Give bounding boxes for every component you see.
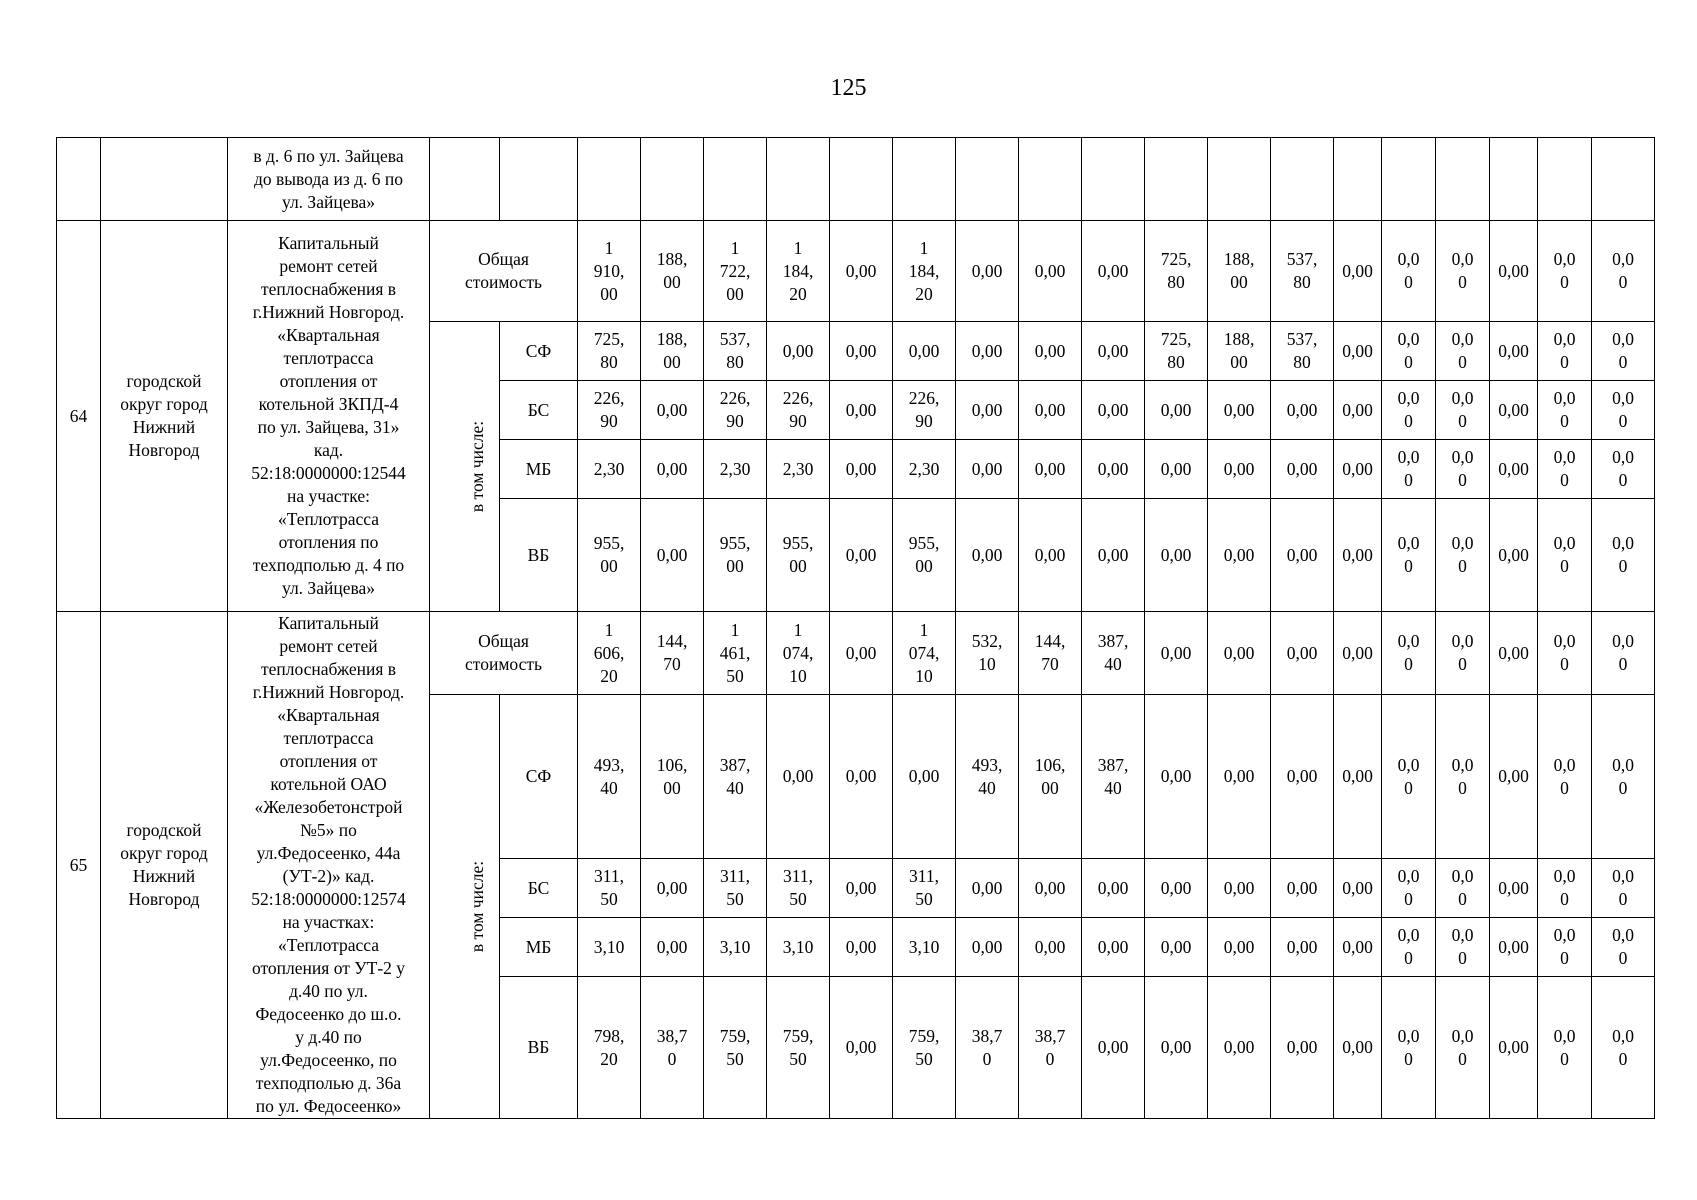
total-cost-label: Общая стоимость — [430, 612, 578, 695]
value-cell: 0,00 — [1334, 440, 1382, 499]
value-cell: 0,00 — [1082, 499, 1145, 612]
value-cell: 0,00 — [956, 381, 1019, 440]
value-cell: 3,10 — [578, 918, 641, 977]
value-cell — [1490, 138, 1538, 221]
value-cell: 0,0 0 — [1436, 322, 1490, 381]
value-cell: 0,00 — [1271, 381, 1334, 440]
value-cell: 0,0 0 — [1592, 695, 1655, 859]
value-cell: 226, 90 — [704, 381, 767, 440]
value-cell: 0,0 0 — [1436, 918, 1490, 977]
including-label: в том числе: — [467, 860, 488, 953]
value-cell: 0,00 — [1208, 695, 1271, 859]
value-cell: 0,0 0 — [1382, 381, 1436, 440]
value-cell: 0,0 0 — [1538, 977, 1592, 1119]
value-cell: 387, 40 — [1082, 612, 1145, 695]
value-cell: 537, 80 — [1271, 322, 1334, 381]
value-cell: 0,00 — [956, 440, 1019, 499]
value-cell: 0,00 — [1334, 977, 1382, 1119]
value-cell: 144, 70 — [1019, 612, 1082, 695]
including-label-cell — [430, 322, 500, 612]
value-cell: 0,00 — [956, 918, 1019, 977]
value-cell — [1145, 138, 1208, 221]
value-cell: 0,00 — [1082, 977, 1145, 1119]
value-cell: 226, 90 — [767, 381, 830, 440]
value-cell — [830, 138, 893, 221]
value-cell: 0,00 — [1490, 322, 1538, 381]
value-cell: 188, 00 — [1208, 221, 1271, 322]
value-cell — [1538, 138, 1592, 221]
value-cell: 0,00 — [1082, 322, 1145, 381]
value-cell: 2,30 — [893, 440, 956, 499]
value-cell: 0,00 — [1271, 695, 1334, 859]
value-cell: 0,0 0 — [1592, 977, 1655, 1119]
funding-source-label: СФ — [500, 322, 578, 381]
value-cell — [893, 138, 956, 221]
value-cell: 532, 10 — [956, 612, 1019, 695]
description-cell: Капитальный ремонт сетей теплоснабжения в г.Нижний Новгород. «Квартальная теплотрасса отопления от котельной ЗКПД-4 по ул. Зайцева, 31» кад. 52:18:0000000:12544 на участке: «Теплотрасса отопления по техподполью д. 4 по ул. Зайцева» — [228, 221, 430, 612]
value-cell: 0,00 — [1208, 612, 1271, 695]
value-cell — [641, 138, 704, 221]
value-cell: 0,00 — [1334, 322, 1382, 381]
value-cell: 1 606, 20 — [578, 612, 641, 695]
value-cell: 2,30 — [704, 440, 767, 499]
value-cell: 0,0 0 — [1382, 440, 1436, 499]
value-cell: 38,7 0 — [1019, 977, 1082, 1119]
value-cell: 0,0 0 — [1592, 381, 1655, 440]
value-cell: 0,00 — [830, 322, 893, 381]
value-cell — [704, 138, 767, 221]
value-cell: 0,00 — [1145, 612, 1208, 695]
value-cell: 0,00 — [1082, 859, 1145, 918]
value-cell: 0,00 — [1334, 859, 1382, 918]
value-cell: 798, 20 — [578, 977, 641, 1119]
value-cell: 0,0 0 — [1592, 322, 1655, 381]
total-cost-label: Общая стоимость — [430, 221, 578, 322]
value-cell: 0,0 0 — [1382, 977, 1436, 1119]
value-cell: 0,0 0 — [1436, 612, 1490, 695]
value-cell: 0,00 — [1145, 977, 1208, 1119]
value-cell: 0,0 0 — [1436, 440, 1490, 499]
value-cell: 0,00 — [1208, 499, 1271, 612]
value-cell: 311, 50 — [704, 859, 767, 918]
value-cell: 0,00 — [1208, 381, 1271, 440]
value-cell: 387, 40 — [1082, 695, 1145, 859]
value-cell: 0,00 — [830, 918, 893, 977]
description-cell: в д. 6 по ул. Зайцева до вывода из д. 6 по ул. Зайцева» — [228, 138, 430, 221]
value-cell: 0,00 — [1490, 612, 1538, 695]
value-cell: 0,00 — [830, 499, 893, 612]
value-cell: 3,10 — [767, 918, 830, 977]
value-cell: 0,00 — [1082, 440, 1145, 499]
value-cell: 0,00 — [1490, 221, 1538, 322]
value-cell: 0,0 0 — [1436, 695, 1490, 859]
value-cell: 0,00 — [1082, 918, 1145, 977]
value-cell: 759, 50 — [893, 977, 956, 1119]
municipality-cell: городской округ город Нижний Новгород — [101, 221, 228, 612]
value-cell: 0,00 — [830, 977, 893, 1119]
value-cell: 0,0 0 — [1382, 322, 1436, 381]
value-cell: 0,0 0 — [1382, 221, 1436, 322]
value-cell: 226, 90 — [578, 381, 641, 440]
value-cell: 955, 00 — [578, 499, 641, 612]
value-cell: 0,00 — [1334, 695, 1382, 859]
value-cell: 188, 00 — [641, 322, 704, 381]
value-cell: 0,00 — [956, 499, 1019, 612]
value-cell: 0,00 — [1145, 381, 1208, 440]
source-label-cell — [500, 138, 578, 221]
value-cell: 1 074, 10 — [893, 612, 956, 695]
funding-source-label: БС — [500, 859, 578, 918]
value-cell: 0,00 — [1145, 918, 1208, 977]
value-cell: 0,00 — [1490, 977, 1538, 1119]
value-cell: 0,00 — [641, 499, 704, 612]
value-cell: 0,00 — [830, 612, 893, 695]
value-cell: 0,00 — [1490, 499, 1538, 612]
value-cell: 725, 80 — [1145, 322, 1208, 381]
value-cell: 0,00 — [830, 859, 893, 918]
value-cell: 493, 40 — [956, 695, 1019, 859]
value-cell — [1592, 138, 1655, 221]
value-cell: 1 184, 20 — [893, 221, 956, 322]
value-cell: 0,0 0 — [1538, 440, 1592, 499]
value-cell: 1 910, 00 — [578, 221, 641, 322]
value-cell: 0,00 — [1145, 499, 1208, 612]
value-cell: 0,00 — [1271, 499, 1334, 612]
value-cell: 0,0 0 — [1538, 381, 1592, 440]
description-cell: Капитальный ремонт сетей теплоснабжения в г.Нижний Новгород. «Квартальная теплотрасса отопления от котельной ОАО «Железобетонстрой №5» по ул.Федосеенко, 44а (УТ-2)» кад. 52:18:0000000:12574 на участках: «Теплотрасса отопления от УТ-2 у д.40 по ул. Федосеенко до ш.о. у д.40 по ул.Федосеенко, по техподполью д. 36а по ул. Федосеенко» — [228, 612, 430, 1119]
value-cell: 0,00 — [956, 221, 1019, 322]
value-cell: 0,00 — [830, 381, 893, 440]
value-cell: 955, 00 — [767, 499, 830, 612]
value-cell: 2,30 — [767, 440, 830, 499]
funding-source-label: БС — [500, 381, 578, 440]
value-cell: 759, 50 — [704, 977, 767, 1119]
value-cell: 0,00 — [1145, 695, 1208, 859]
value-cell: 387, 40 — [704, 695, 767, 859]
value-cell: 725, 80 — [578, 322, 641, 381]
value-cell: 955, 00 — [893, 499, 956, 612]
value-cell: 0,00 — [1145, 859, 1208, 918]
value-cell: 3,10 — [893, 918, 956, 977]
value-cell: 1 184, 20 — [767, 221, 830, 322]
municipality-cell — [101, 138, 228, 221]
value-cell: 0,00 — [1334, 499, 1382, 612]
value-cell: 0,0 0 — [1436, 381, 1490, 440]
budget-table — [56, 137, 1655, 1119]
value-cell — [1082, 138, 1145, 221]
value-cell: 0,00 — [1019, 440, 1082, 499]
page-number: 125 — [830, 75, 867, 101]
value-cell: 0,00 — [1490, 859, 1538, 918]
value-cell: 0,0 0 — [1538, 221, 1592, 322]
funding-source-label: МБ — [500, 918, 578, 977]
value-cell: 226, 90 — [893, 381, 956, 440]
value-cell: 0,00 — [893, 695, 956, 859]
value-cell: 0,0 0 — [1382, 859, 1436, 918]
value-cell: 0,00 — [1019, 221, 1082, 322]
value-cell: 0,00 — [1019, 499, 1082, 612]
value-cell: 0,0 0 — [1436, 499, 1490, 612]
value-cell: 0,0 0 — [1592, 499, 1655, 612]
value-cell: 0,00 — [1019, 381, 1082, 440]
value-cell: 0,00 — [641, 440, 704, 499]
value-cell: 0,0 0 — [1382, 499, 1436, 612]
value-cell: 0,0 0 — [1538, 695, 1592, 859]
value-cell: 0,00 — [1145, 440, 1208, 499]
value-cell: 0,0 0 — [1592, 440, 1655, 499]
value-cell: 0,00 — [641, 381, 704, 440]
value-cell: 1 461, 50 — [704, 612, 767, 695]
value-cell: 0,0 0 — [1538, 859, 1592, 918]
funding-source-label: ВБ — [500, 499, 578, 612]
value-cell: 2,30 — [578, 440, 641, 499]
value-cell: 311, 50 — [893, 859, 956, 918]
table-row — [57, 138, 1655, 221]
value-cell — [956, 138, 1019, 221]
value-cell: 0,00 — [1208, 440, 1271, 499]
value-cell: 0,00 — [1490, 381, 1538, 440]
value-cell: 0,0 0 — [1436, 859, 1490, 918]
table-row — [57, 612, 1655, 695]
value-cell: 0,00 — [1208, 918, 1271, 977]
value-cell: 0,0 0 — [1436, 221, 1490, 322]
value-cell: 759, 50 — [767, 977, 830, 1119]
row-number: 65 — [57, 612, 101, 1119]
including-label-cell — [430, 695, 500, 1119]
value-cell: 0,00 — [893, 322, 956, 381]
value-cell: 0,00 — [830, 440, 893, 499]
value-cell: 0,0 0 — [1436, 977, 1490, 1119]
value-cell: 38,7 0 — [641, 977, 704, 1119]
table-row — [57, 221, 1655, 322]
value-cell: 188, 00 — [1208, 322, 1271, 381]
value-cell: 0,0 0 — [1382, 918, 1436, 977]
value-cell: 0,0 0 — [1592, 918, 1655, 977]
value-cell: 0,00 — [1271, 612, 1334, 695]
value-cell — [1382, 138, 1436, 221]
value-cell: 0,00 — [830, 695, 893, 859]
value-cell — [1208, 138, 1271, 221]
value-cell: 0,00 — [767, 695, 830, 859]
value-cell: 1 074, 10 — [767, 612, 830, 695]
value-cell: 1 722, 00 — [704, 221, 767, 322]
value-cell: 106, 00 — [1019, 695, 1082, 859]
funding-source-label: СФ — [500, 695, 578, 859]
value-cell — [578, 138, 641, 221]
value-cell: 311, 50 — [767, 859, 830, 918]
row-number: 64 — [57, 221, 101, 612]
funding-source-label: МБ — [500, 440, 578, 499]
value-cell: 0,00 — [1334, 381, 1382, 440]
value-cell — [1334, 138, 1382, 221]
value-cell — [767, 138, 830, 221]
value-cell: 0,0 0 — [1382, 612, 1436, 695]
value-cell: 0,00 — [1490, 918, 1538, 977]
value-cell: 725, 80 — [1145, 221, 1208, 322]
value-cell: 0,00 — [1490, 440, 1538, 499]
value-cell: 0,00 — [1271, 440, 1334, 499]
value-cell: 0,00 — [1208, 977, 1271, 1119]
value-cell: 0,00 — [1490, 695, 1538, 859]
value-cell: 0,00 — [956, 322, 1019, 381]
value-cell: 0,00 — [641, 859, 704, 918]
municipality-cell: городской округ город Нижний Новгород — [101, 612, 228, 1119]
vertical-label-cell — [430, 138, 500, 221]
value-cell: 0,0 0 — [1592, 221, 1655, 322]
value-cell — [1019, 138, 1082, 221]
value-cell: 0,00 — [1271, 918, 1334, 977]
value-cell: 955, 00 — [704, 499, 767, 612]
including-label: в том числе: — [467, 420, 488, 513]
value-cell: 106, 00 — [641, 695, 704, 859]
value-cell: 38,7 0 — [956, 977, 1019, 1119]
value-cell: 0,00 — [641, 918, 704, 977]
value-cell: 0,00 — [1019, 322, 1082, 381]
value-cell: 188, 00 — [641, 221, 704, 322]
value-cell — [1436, 138, 1490, 221]
value-cell: 0,00 — [1271, 859, 1334, 918]
funding-source-label: ВБ — [500, 977, 578, 1119]
num-cell — [57, 138, 101, 221]
value-cell: 0,00 — [1019, 859, 1082, 918]
value-cell: 0,00 — [1334, 612, 1382, 695]
value-cell: 0,00 — [1271, 977, 1334, 1119]
value-cell: 0,0 0 — [1538, 612, 1592, 695]
value-cell: 0,00 — [1334, 918, 1382, 977]
value-cell: 0,0 0 — [1538, 499, 1592, 612]
value-cell: 3,10 — [704, 918, 767, 977]
value-cell: 0,0 0 — [1382, 695, 1436, 859]
value-cell: 0,00 — [1208, 859, 1271, 918]
value-cell: 0,0 0 — [1538, 918, 1592, 977]
value-cell: 0,00 — [1019, 918, 1082, 977]
value-cell: 0,00 — [1082, 221, 1145, 322]
value-cell: 537, 80 — [1271, 221, 1334, 322]
value-cell: 144, 70 — [641, 612, 704, 695]
value-cell: 0,00 — [767, 322, 830, 381]
value-cell: 537, 80 — [704, 322, 767, 381]
value-cell: 0,00 — [956, 859, 1019, 918]
value-cell: 311, 50 — [578, 859, 641, 918]
value-cell: 0,0 0 — [1538, 322, 1592, 381]
value-cell: 0,00 — [1334, 221, 1382, 322]
value-cell — [1271, 138, 1334, 221]
value-cell: 0,0 0 — [1592, 859, 1655, 918]
value-cell: 0,00 — [830, 221, 893, 322]
value-cell: 0,00 — [1082, 381, 1145, 440]
value-cell: 0,0 0 — [1592, 612, 1655, 695]
value-cell: 493, 40 — [578, 695, 641, 859]
